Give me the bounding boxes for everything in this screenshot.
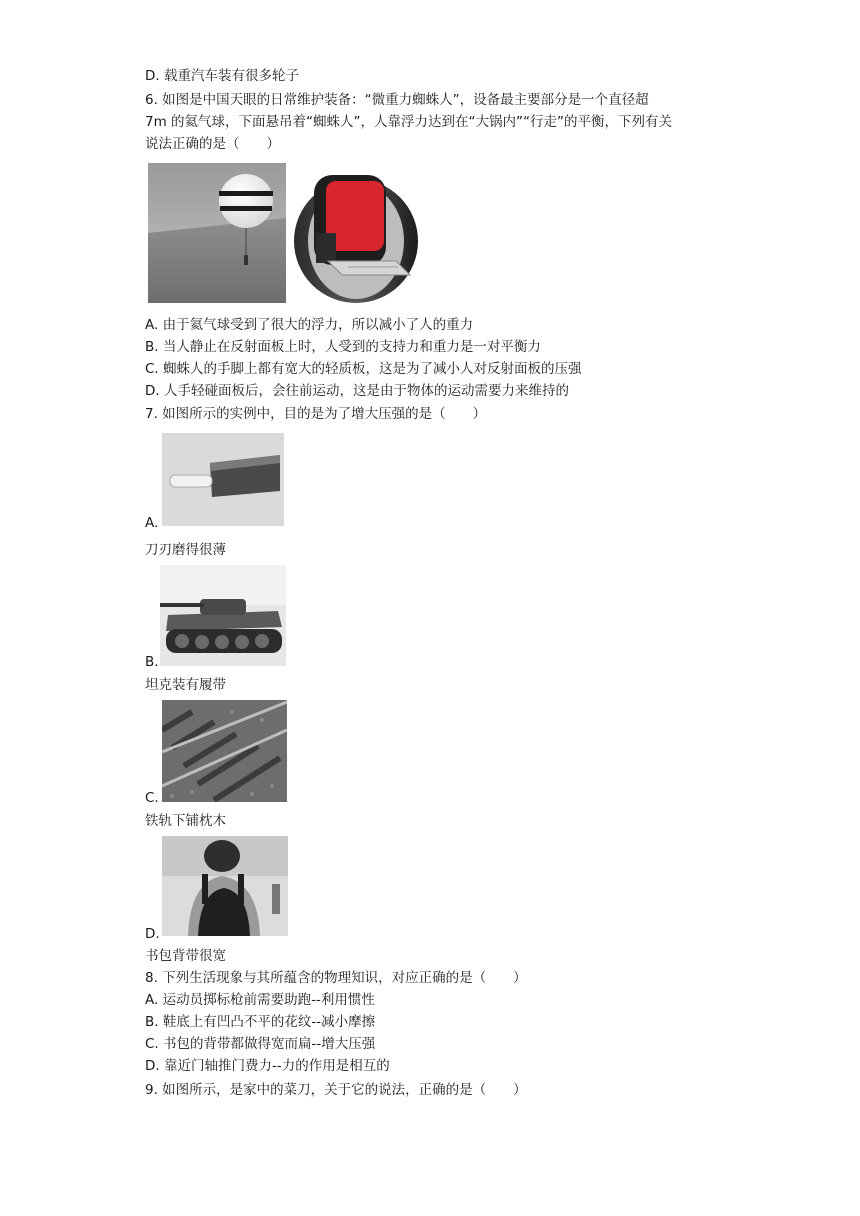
q8-option-a: A. 运动员掷标枪前需要助跑--利用惯性 [145, 992, 375, 1008]
q8-option-b: B. 鞋底上有凹凸不平的花纹--减小摩擦 [145, 1014, 376, 1030]
q7-option-a-image [162, 433, 284, 526]
q6-stem-line-1: 6. 如图是中国天眼的日常维护装备：“微重力蜘蛛人”，设备最主要部分是一个直径超 [145, 92, 649, 108]
q7-option-b-caption: 坦克装有履带 [145, 677, 226, 693]
q5-option-d: D. 载重汽车装有很多轮子 [145, 68, 299, 84]
q7-option-c-caption: 铁轨下铺枕木 [145, 813, 226, 829]
tank-photo [160, 565, 286, 666]
q6-option-b: B. 当人静止在反射面板上时，人受到的支持力和重力是一对平衡力 [145, 339, 541, 355]
q7-option-c-image [162, 700, 287, 802]
q8-stem: 8. 下列生活现象与其所蕴含的物理知识，对应正确的是（ ） [145, 970, 527, 986]
q6-balloon-photo [148, 163, 426, 303]
q6-option-a: A. 由于氦气球受到了很大的浮力，所以减小了人的重力 [145, 317, 474, 333]
q8-option-d: D. 靠近门轴推门费力--力的作用是相互的 [145, 1058, 390, 1074]
q6-stem-line-3: 说法正确的是（ ） [145, 136, 280, 152]
railway-track-photo [162, 700, 287, 802]
q6-option-d: D. 人手轻碰面板后，会往前运动，这是由于物体的运动需要力来维持的 [145, 383, 569, 399]
q7-option-c-letter: C. [145, 790, 159, 806]
q7-option-a-caption: 刀刃磨得很薄 [145, 542, 226, 558]
q7-option-d-image [162, 836, 288, 936]
q9-stem: 9. 如图所示，是家中的菜刀，关于它的说法，正确的是（ ） [145, 1082, 527, 1098]
q6-figure [148, 163, 426, 303]
q7-stem: 7. 如图所示的实例中，目的是为了增大压强的是（ ） [145, 406, 487, 422]
q6-option-c: C. 蜘蛛人的手脚上都有宽大的轻质板，这是为了减小人对反射面板的压强 [145, 361, 582, 377]
q7-option-b-letter: B. [145, 654, 159, 670]
q7-option-a-letter: A. [145, 515, 159, 531]
q8-option-c: C. 书包的背带都做得宽而扁--增大压强 [145, 1036, 376, 1052]
knife-photo [162, 433, 284, 526]
q7-option-d-caption: 书包背带很宽 [145, 948, 226, 964]
backpack-photo [162, 836, 288, 936]
q7-option-b-image [160, 565, 286, 666]
q6-stem-line-2: 7m 的氦气球，下面悬吊着“蜘蛛人”，人靠浮力达到在“大锅内”“行走”的平衡，下列有关 [145, 114, 672, 130]
q7-option-d-letter: D. [145, 926, 160, 942]
